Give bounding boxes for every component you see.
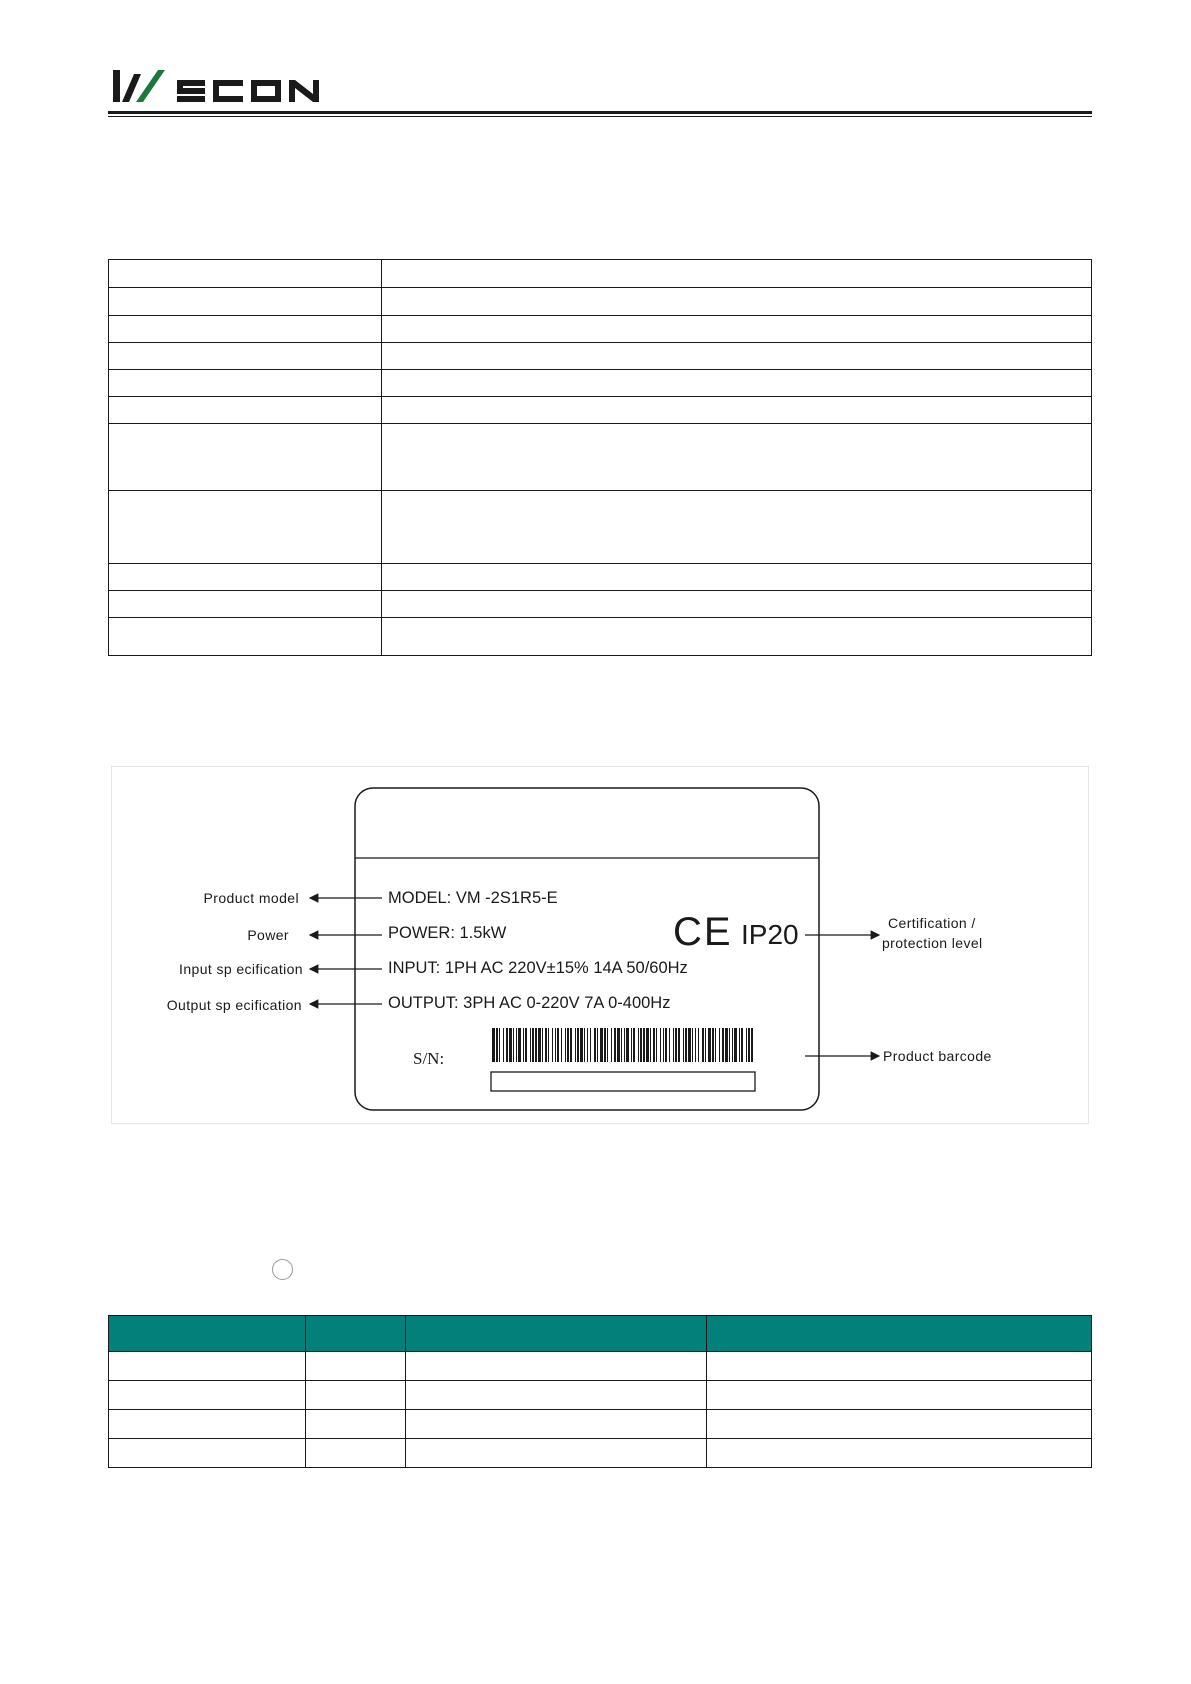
- spec-label-cell: [109, 564, 382, 591]
- barcode-bar: [748, 1028, 750, 1062]
- table-row: [109, 424, 1092, 491]
- barcode-bar: [624, 1028, 625, 1062]
- callout-product-barcode: Product barcode: [883, 1048, 992, 1064]
- spec-label-cell: [109, 370, 382, 397]
- spec-value-cell: [382, 370, 1092, 397]
- barcode-bar: [597, 1028, 598, 1062]
- barcode-bar: [513, 1028, 514, 1062]
- barcode-bar: [614, 1028, 616, 1062]
- barcode-bar: [577, 1028, 579, 1062]
- barcode-bar: [638, 1028, 639, 1062]
- table-cell: [707, 1352, 1092, 1381]
- barcode-bar: [751, 1028, 753, 1062]
- barcode-bar: [626, 1028, 629, 1062]
- table-cell: [707, 1381, 1092, 1410]
- nameplate-diagram: [111, 766, 1089, 1124]
- barcode-bar: [523, 1028, 524, 1062]
- table-row: [109, 1352, 1092, 1381]
- table-cell: [109, 1381, 306, 1410]
- callout-input-spec: Input sp ecification: [179, 961, 303, 977]
- table-row: [109, 618, 1092, 656]
- table-row: [109, 591, 1092, 618]
- barcode-bar: [660, 1028, 661, 1062]
- barcode-bar: [600, 1028, 603, 1062]
- spec-label-cell: [109, 491, 382, 564]
- plate-model-line: MODEL: VM -2S1R5-E: [388, 889, 558, 907]
- callout-power: Power: [247, 927, 289, 943]
- barcode-bar: [594, 1028, 596, 1062]
- barcode-bar: [518, 1028, 521, 1062]
- barcode-bar: [653, 1028, 655, 1062]
- table-cell: [306, 1439, 406, 1468]
- barcode-bar: [673, 1028, 674, 1062]
- table-row: [109, 260, 1092, 288]
- barcode-bar: [715, 1028, 716, 1062]
- barcode-bar: [708, 1028, 711, 1062]
- spec-value-cell: [382, 343, 1092, 370]
- table-row: [109, 491, 1092, 564]
- table-cell: [707, 1439, 1092, 1468]
- barcode-bar: [702, 1028, 704, 1062]
- table-row: [109, 1381, 1092, 1410]
- teal-header-cell: [406, 1316, 707, 1352]
- ce-mark: CE: [673, 910, 733, 954]
- barcode-bar: [557, 1028, 559, 1062]
- spec-value-cell: [382, 397, 1092, 424]
- header-rule-thick: [108, 111, 1092, 114]
- spec-label-cell: [109, 288, 382, 316]
- plate-output-line: OUTPUT: 3PH AC 0-220V 7A 0-400Hz: [388, 994, 671, 1012]
- barcode-bar: [719, 1028, 720, 1062]
- spec-label-cell: [109, 424, 382, 491]
- plate-serial-label: S/N:: [413, 1049, 445, 1068]
- barcode-bar: [509, 1028, 512, 1062]
- barcode-bar: [565, 1028, 566, 1062]
- barcode-bar: [695, 1028, 696, 1062]
- callout-output-spec: Output sp ecification: [166, 997, 302, 1013]
- barcode-bar: [611, 1028, 612, 1062]
- teal-header-cell: [109, 1316, 306, 1352]
- teal-header-cell: [707, 1316, 1092, 1352]
- spec-label-cell: [109, 397, 382, 424]
- barcode-bar: [530, 1028, 531, 1062]
- barcode-bar: [739, 1028, 740, 1062]
- barcode-bar: [643, 1028, 645, 1062]
- barcode-bar: [567, 1028, 569, 1062]
- barcode-bar: [545, 1028, 547, 1062]
- barcode-bar: [725, 1028, 728, 1062]
- table-row: [109, 1410, 1092, 1439]
- barcode-bar: [561, 1028, 562, 1062]
- barcode-bar: [575, 1028, 576, 1062]
- barcode-bar: [492, 1028, 495, 1062]
- barcode-bar: [532, 1028, 534, 1062]
- circle-marker: [272, 1259, 293, 1280]
- table-row: [109, 316, 1092, 343]
- table-cell: [109, 1439, 306, 1468]
- barcode-bar: [688, 1028, 691, 1062]
- barcode-bar: [552, 1028, 553, 1062]
- barcode-bar: [732, 1028, 733, 1062]
- callout-certification-line2: protection level: [882, 935, 983, 951]
- teal-table: [108, 1315, 1092, 1468]
- barcode-bar: [683, 1028, 684, 1062]
- spec-label-cell: [109, 343, 382, 370]
- barcode-bar: [538, 1028, 541, 1062]
- barcode-bar: [712, 1028, 714, 1062]
- table-cell: [406, 1410, 707, 1439]
- barcode-bar: [621, 1028, 622, 1062]
- barcode-bar: [590, 1028, 591, 1062]
- table-row: [109, 288, 1092, 316]
- spec-value-cell: [382, 591, 1092, 618]
- spec-value-cell: [382, 491, 1092, 564]
- plate-input-line: INPUT: 1PH AC 220V±15% 14A 50/60Hz: [388, 959, 688, 977]
- barcode-bar: [516, 1028, 517, 1062]
- barcode-bar: [663, 1028, 664, 1062]
- barcode-bar: [746, 1028, 747, 1062]
- table-cell: [306, 1410, 406, 1439]
- spec-label-cell: [109, 316, 382, 343]
- table-row: [109, 1439, 1092, 1468]
- table-row: [109, 397, 1092, 424]
- barcode-bar: [705, 1028, 706, 1062]
- spec-table: [108, 259, 1092, 656]
- barcode-bar: [650, 1028, 651, 1062]
- barcode-bar: [640, 1028, 642, 1062]
- barcode-bar: [499, 1028, 500, 1062]
- barcode-bar: [722, 1028, 724, 1062]
- barcode-bar: [496, 1028, 498, 1062]
- table-cell: [406, 1381, 707, 1410]
- barcode-bar: [729, 1028, 730, 1062]
- ip-rating: IP20: [741, 919, 799, 950]
- barcode-bar: [692, 1028, 693, 1062]
- table-cell: [406, 1439, 707, 1468]
- table-cell: [306, 1352, 406, 1381]
- spec-label-cell: [109, 591, 382, 618]
- spec-value-cell: [382, 288, 1092, 316]
- table-cell: [109, 1410, 306, 1439]
- spec-value-cell: [382, 316, 1092, 343]
- barcode-bar: [734, 1028, 737, 1062]
- spec-value-cell: [382, 260, 1092, 288]
- barcode-bar: [570, 1028, 572, 1062]
- teal-header-cell: [306, 1316, 406, 1352]
- barcode-bar: [548, 1028, 549, 1062]
- spec-value-cell: [382, 424, 1092, 491]
- barcode-bar: [741, 1028, 743, 1062]
- plate-power-line: POWER: 1.5kW: [388, 924, 507, 942]
- callout-product-model: Product model: [203, 890, 299, 906]
- header-rule-thin: [108, 116, 1092, 117]
- spec-label-cell: [109, 618, 382, 656]
- barcode-bar: [535, 1028, 537, 1062]
- table-cell: [406, 1352, 707, 1381]
- table-cell: [707, 1410, 1092, 1439]
- table-cell: [109, 1352, 306, 1381]
- barcode-bar: [542, 1028, 543, 1062]
- barcode-bar: [503, 1028, 504, 1062]
- barcode-bar: [525, 1028, 527, 1062]
- spec-value-cell: [382, 618, 1092, 656]
- barcode-bar: [698, 1028, 699, 1062]
- barcode-bar: [604, 1028, 606, 1062]
- barcode-bar: [633, 1028, 635, 1062]
- spec-value-cell: [382, 564, 1092, 591]
- barcode-bar: [555, 1028, 556, 1062]
- callout-certification-line1: Certification /: [888, 915, 976, 931]
- table-header-row: [109, 1316, 1092, 1352]
- barcode-bar: [587, 1028, 588, 1062]
- barcode-bar: [685, 1028, 687, 1062]
- spec-label-cell: [109, 260, 382, 288]
- barcode-bar: [580, 1028, 583, 1062]
- table-row: [109, 370, 1092, 397]
- barcode-bar: [584, 1028, 585, 1062]
- barcode-bar: [607, 1028, 608, 1062]
- barcode-bar: [631, 1028, 632, 1062]
- barcode-bar: [669, 1028, 670, 1062]
- table-row: [109, 564, 1092, 591]
- barcode-bar: [678, 1028, 680, 1062]
- barcode-bar: [646, 1028, 649, 1062]
- barcode-bar: [506, 1028, 508, 1062]
- barcode-bar: [675, 1028, 677, 1062]
- table-cell: [306, 1381, 406, 1410]
- table-row: [109, 343, 1092, 370]
- barcode-bar: [656, 1028, 657, 1062]
- wecon-logo: [113, 66, 323, 106]
- barcode-bar: [665, 1028, 667, 1062]
- barcode-bar: [617, 1028, 620, 1062]
